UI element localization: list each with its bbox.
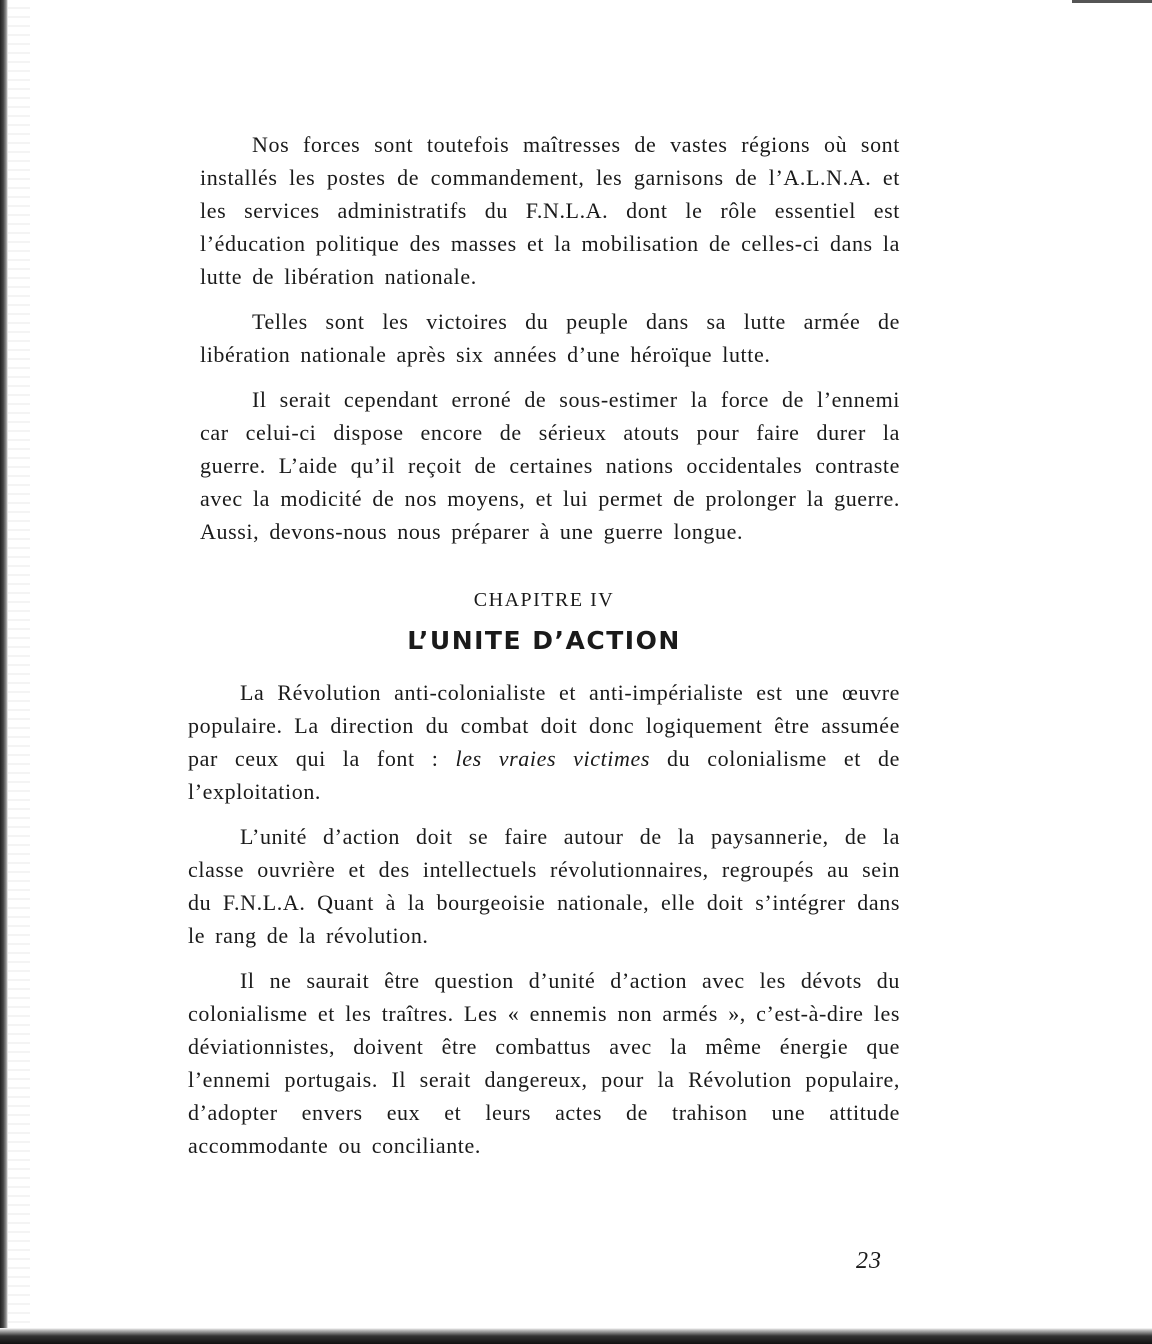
paragraph-forces: Nos forces sont toutefois maîtresses de vastes régions où sont installés les postes de commandement, les garnisons de l’A.L.N.A. et les services administratifs du F.N.L.A. dont le rôle essentiel est l’éducation politique des masses et la mobilisation de celles-ci dans la lutte de libération nationale. (200, 132, 900, 289)
paragraph-revolution (188, 676, 900, 808)
chapter-title: L’UNITE D’ACTION (407, 626, 681, 655)
page-number: 23 (856, 1248, 882, 1274)
paragraph-victoires: Telles sont les victoires du peuple dans sa lutte armée de libération nationale après six années d’une héroïque lutte. (200, 309, 900, 367)
paragraph-unite: L’unité d’action doit se faire autour de la paysannerie, de la classe ouvrière et des intellectuels révolutionnaires, regroupés au sein du F.N.L.A. Quant à la bourgeoisie nationale, elle doit s’intégrer dans le rang de la révolution. (188, 824, 900, 948)
paragraph-revolution-italic: les vraies victimes (455, 746, 651, 771)
paragraph-revolution-start: La Révolution anti-colonialiste et anti-impérialiste est une œuvre populaire. La direction du combat doit donc logiquement être assumée par ceux qui la font : (188, 680, 900, 771)
scan-left-speckle (8, 0, 30, 1344)
scan-bottom-edge (0, 1328, 1152, 1344)
paragraph-traitres: Il ne saurait être question d’unité d’action avec les dévots du colonialisme et les traîtres. Les « ennemis non armés », c’est-à-dire les déviationnistes, doivent être combattus avec la même énergie que l’ennemi portugais. Il serait dangereux, pour la Révolution populaire, d’adopter envers eux et leurs actes de trahison une attitude accommodante ou conciliante. (188, 968, 900, 1158)
chapter-label: CHAPITRE IV (473, 589, 615, 611)
page-body (188, 128, 900, 1174)
paragraph-revolution-end: du colonialisme et de l’exploitation. (188, 746, 900, 804)
paragraph-ennemi: Il serait cependant erroné de sous-estimer la force de l’ennemi car celui-ci dispose encore de sérieux atouts pour faire durer la guerre. L’aide qu’il reçoit de certaines nations occidentales contraste avec la modicité de nos moyens, et lui permet de prolonger la guerre. Aussi, devons-nous nous préparer à une guerre longue. (200, 387, 900, 544)
scan-top-mark (1072, 0, 1152, 3)
scan-left-edge (0, 0, 8, 1344)
